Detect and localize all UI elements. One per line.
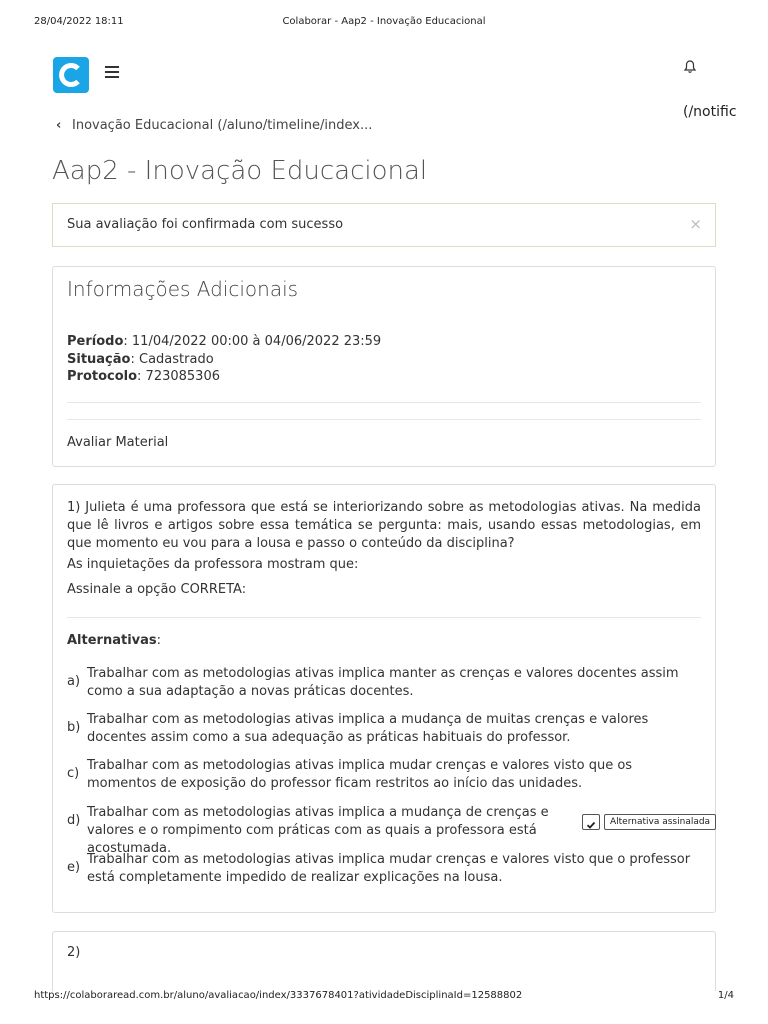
breadcrumb[interactable] (56, 118, 372, 133)
alert-message: Sua avaliação foi confirmada com sucesso (67, 217, 344, 232)
alternative-d[interactable] (67, 804, 711, 856)
print-datetime: 28/04/2022 18:11 (34, 16, 124, 27)
alternative-letter: b) (67, 720, 81, 735)
selected-badge-label: Alternativa assinalada (604, 814, 716, 830)
alternatives-heading (67, 633, 161, 648)
alternative-b[interactable] (67, 711, 707, 749)
print-url: https://colaboraread.com.br/aluno/avaliacao/index/3337678401?atividadeDisciplinaId=12588802 (34, 990, 523, 1001)
alternatives-heading-colon: : (156, 633, 162, 648)
question-line: Assinale a opção CORRETA: (67, 582, 247, 597)
print-footer (34, 990, 734, 1004)
print-title: Colaborar - Aap2 - Inovação Educacional (282, 16, 486, 27)
hamburger-menu-icon[interactable] (105, 66, 119, 78)
notifications-link[interactable]: (/notific (683, 104, 737, 120)
alternative-text: Trabalhar com as metodologias ativas implica mudar crenças e valores visto que os momentos de exposição do professor ficam restritos ao início das unidades. (87, 758, 633, 791)
protocolo-value: : 723085306 (137, 369, 220, 384)
alternative-letter: e) (67, 860, 81, 875)
question-statement: 1) Julieta é uma professora que está se interiorizando sobre as metodologias ativas. Na medida que lê livros e artigos sobre essa temática se pergunta: mais, usando essas metodologias, em que momento eu vou para a lousa e passo o conteúdo da disciplina? (67, 500, 701, 551)
question-1-card (52, 484, 716, 913)
breadcrumb-link[interactable]: Inovação Educacional (/aluno/timeline/index... (72, 118, 373, 133)
periodo-label: Período (67, 334, 124, 349)
question-number: 2) (67, 945, 81, 960)
protocolo-label: Protocolo (67, 369, 138, 384)
alternative-e[interactable] (67, 851, 707, 889)
info-heading: Informações Adicionais (67, 277, 299, 301)
bell-icon[interactable] (682, 59, 698, 75)
alternative-letter: d) (67, 813, 81, 828)
colaborar-logo[interactable] (53, 57, 89, 93)
checkmark-icon (582, 814, 600, 830)
situacao-row (67, 352, 214, 367)
info-card (52, 266, 716, 467)
alternative-letter: c) (67, 766, 80, 781)
alternative-c[interactable] (67, 757, 707, 795)
page-title: Aap2 - Inovação Educacional (52, 156, 428, 186)
alternative-a[interactable] (67, 665, 707, 703)
alternative-text: Trabalhar com as metodologias ativas implica a mudança de muitas crenças e valores docentes assim como a sua adequação as práticas habituais do professor. (87, 712, 649, 745)
periodo-value: : 11/04/2022 00:00 à 04/06/2022 23:59 (123, 334, 382, 349)
alternative-letter: a) (67, 674, 81, 689)
situacao-value: : Cadastrado (130, 352, 214, 367)
situacao-label: Situação (67, 352, 131, 367)
protocolo-row (67, 369, 220, 384)
question-line: As inquietações da professora mostram que: (67, 557, 359, 572)
divider (67, 419, 701, 420)
print-header (34, 16, 734, 30)
success-alert (52, 203, 716, 247)
logo-c-icon (53, 57, 89, 93)
selected-alternative-badge (582, 814, 716, 830)
periodo-row (67, 334, 381, 349)
print-page-number: 1/4 (717, 990, 734, 1001)
alternatives-heading-label: Alternativas (67, 633, 157, 648)
alternative-text: Trabalhar com as metodologias ativas implica mudar crenças e valores visto que o professor está completamente impedido de realizar explicações na lousa. (87, 852, 691, 885)
alternative-text: Trabalhar com as metodologias ativas implica a mudança de crenças e valores e o rompimento com práticas com as quais a professora está acostumada. (87, 805, 549, 856)
avaliar-material-link[interactable]: Avaliar Material (67, 435, 169, 450)
question-2-card (52, 931, 716, 991)
close-icon[interactable]: × (689, 215, 702, 233)
divider (67, 617, 701, 618)
divider (67, 402, 701, 403)
alternative-text: Trabalhar com as metodologias ativas implica manter as crenças e valores docentes assim como a sua adaptação a novas práticas docentes. (87, 666, 679, 699)
chevron-left-icon: ‹ (56, 118, 62, 133)
